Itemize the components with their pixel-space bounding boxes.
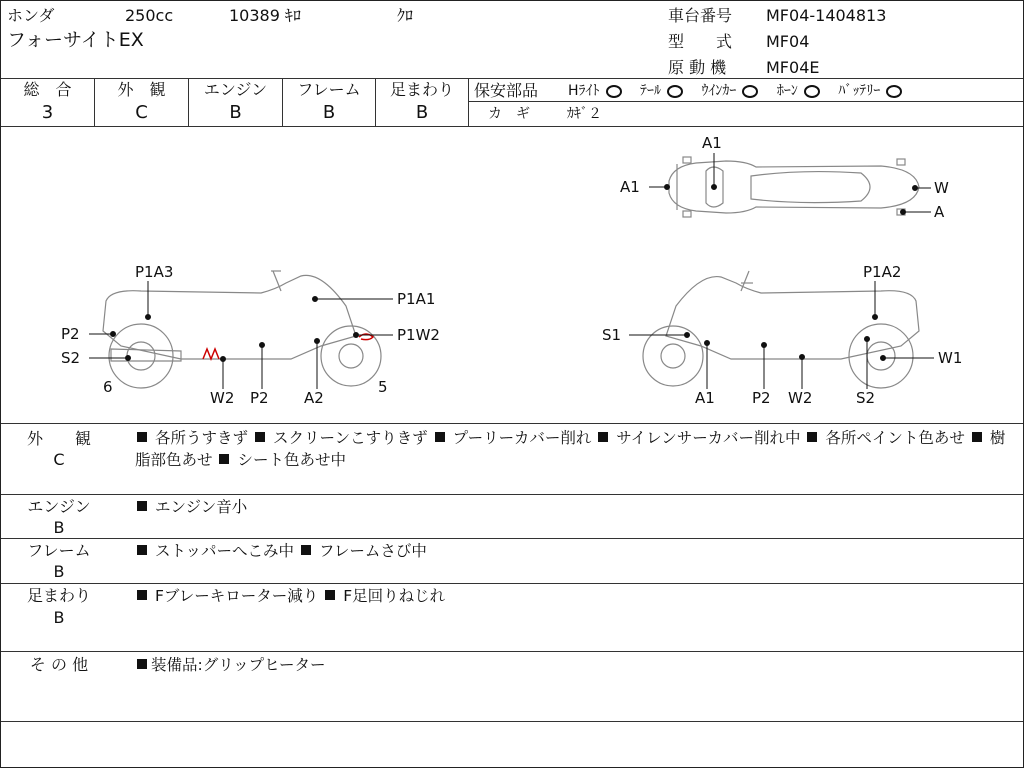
bullet-square-icon — [598, 432, 608, 442]
ok-circle-icon — [742, 85, 758, 98]
label-left-a2: A2 — [304, 389, 324, 407]
divider — [468, 78, 469, 126]
bullet-square-icon — [137, 432, 147, 442]
bullet-square-icon — [137, 590, 147, 600]
label-right-s2: S2 — [856, 389, 876, 407]
remarks-other-label: そ の 他 — [29, 655, 89, 674]
remarks-exterior-label: 外 観 — [26, 429, 91, 448]
remarks-other — [135, 654, 1015, 676]
frame-grade-label: フレーム — [297, 80, 361, 99]
safety-label: 保安部品 — [474, 81, 539, 100]
bullet-square-icon — [807, 432, 817, 442]
remark-item: 各所ペイント色あせ — [825, 429, 965, 447]
label-left-w2: W2 — [210, 389, 235, 407]
remark-item: エンジン音小 — [155, 498, 248, 516]
bullet-square-icon — [435, 432, 445, 442]
overall-grade: 3 — [41, 102, 54, 123]
divider — [1, 538, 1023, 539]
remark-item: ストッパーへこみ中 — [155, 542, 295, 560]
label-right-a1: A1 — [695, 389, 715, 407]
label-top-w: W — [934, 179, 949, 197]
suspension-grade: B — [415, 102, 429, 123]
label-right-s1: S1 — [602, 326, 622, 344]
model-name: フォーサイトEX — [7, 29, 144, 51]
engine-value: MF04E — [766, 58, 820, 77]
divider — [1, 78, 1023, 79]
divider — [469, 101, 1023, 102]
divider — [1, 423, 1023, 424]
label-left-p1a3: P1A3 — [135, 263, 174, 281]
bullet-square-icon — [301, 545, 311, 555]
scooter-top-view — [669, 157, 919, 217]
leader-lines — [89, 153, 934, 389]
bullet-square-icon — [137, 545, 147, 555]
ok-circle-icon — [886, 85, 902, 98]
key-label: カ ギ — [488, 106, 530, 122]
remarks-frame — [135, 540, 1015, 562]
bullet-square-icon — [325, 590, 335, 600]
remarks-exterior-grade: C — [53, 450, 65, 469]
overall-label: 総 合 — [23, 80, 72, 99]
scratch-mark-icon — [203, 349, 219, 359]
label-left-6: 6 — [103, 378, 113, 396]
remark-item: Fブレーキローター減り — [155, 587, 319, 605]
bullet-square-icon — [137, 501, 147, 511]
headlight-label: Hﾗｲﾄ — [568, 83, 600, 99]
label-top-a1-left: A1 — [620, 178, 640, 196]
remarks-engine-grade: B — [53, 518, 65, 537]
bullet-square-icon — [219, 454, 229, 464]
maker: ホンダ — [7, 6, 55, 25]
displacement: 250cc — [125, 6, 174, 25]
label-top-a: A — [934, 203, 945, 221]
engine-grade-label: エンジン — [203, 80, 268, 99]
bullet-square-icon — [972, 432, 982, 442]
bullet-square-icon — [255, 432, 265, 442]
label-left-p2b: P2 — [250, 389, 269, 407]
remark-item: F足回りねじれ — [343, 587, 446, 605]
label-left-5: 5 — [378, 378, 388, 396]
battery-label: ﾊﾞｯﾃﾘｰ — [838, 83, 881, 99]
remark-item: 樹脂部色あせ — [135, 429, 1006, 469]
remarks-exterior — [135, 427, 1015, 471]
frame-no-label: 車台番号 — [668, 6, 733, 25]
remark-item: プーリーカバー削れ — [452, 429, 592, 447]
suspension-grade-label: 足まわり — [389, 80, 454, 99]
frame-no: MF04-1404813 — [766, 6, 887, 25]
remarks-engine-label: エンジン — [27, 497, 91, 516]
remarks-frame-grade: B — [53, 562, 65, 581]
scooter-right-view — [643, 271, 919, 388]
remark-item: 装備品:グリップヒーター — [151, 656, 326, 674]
label-right-w1: W1 — [938, 349, 963, 367]
label-top-a1: A1 — [702, 134, 722, 152]
winker-label: ｳｲﾝｶｰ — [701, 83, 737, 99]
remarks-suspension-grade: B — [53, 608, 65, 627]
key-value: ｶｷﾞ２ — [567, 106, 602, 122]
divider — [1, 651, 1023, 652]
divider — [1, 721, 1023, 722]
label-right-p1a2: P1A2 — [863, 263, 902, 281]
type-label: 型 式 — [668, 32, 733, 51]
remarks-frame-label: フレーム — [27, 541, 91, 560]
taillight-label: ﾃｰﾙ — [639, 83, 661, 99]
frame-grade: B — [322, 102, 336, 123]
ok-circle-icon — [667, 85, 683, 98]
label-left-p1a1: P1A1 — [397, 290, 436, 308]
exterior-grade: C — [135, 102, 148, 123]
remarks-engine — [135, 496, 1015, 518]
engine-grade: B — [229, 102, 242, 123]
type-value: MF04 — [766, 32, 810, 51]
engine-label: 原 動 機 — [668, 58, 727, 77]
scooter-left-view — [103, 271, 381, 388]
horn-label: ﾎｰﾝ — [776, 83, 798, 99]
exterior-label: 外 観 — [117, 80, 166, 99]
damage-diagram — [1, 127, 1023, 423]
color: ｸﾛ — [397, 6, 414, 25]
remark-item: スクリーンこすりきず — [272, 429, 428, 447]
remark-item: シート色あせ中 — [237, 451, 346, 469]
remark-item: 各所うすきず — [155, 429, 249, 447]
label-right-w2: W2 — [788, 389, 813, 407]
remarks-suspension — [135, 585, 1015, 607]
divider — [1, 494, 1023, 495]
mileage: 10389 ｷﾛ — [229, 6, 301, 25]
label-left-p1w2: P1W2 — [397, 326, 440, 344]
remarks-suspension-label: 足まわり — [26, 586, 91, 605]
ok-circle-icon — [606, 85, 622, 98]
label-left-s2: S2 — [61, 349, 81, 367]
ok-circle-icon — [804, 85, 820, 98]
label-right-p2: P2 — [752, 389, 771, 407]
label-left-p2: P2 — [61, 325, 80, 343]
remark-item: フレームさび中 — [318, 542, 427, 560]
bullet-square-icon — [137, 659, 147, 669]
divider — [1, 583, 1023, 584]
remark-item: サイレンサーカバー削れ中 — [616, 429, 801, 447]
safety-items — [568, 81, 902, 101]
